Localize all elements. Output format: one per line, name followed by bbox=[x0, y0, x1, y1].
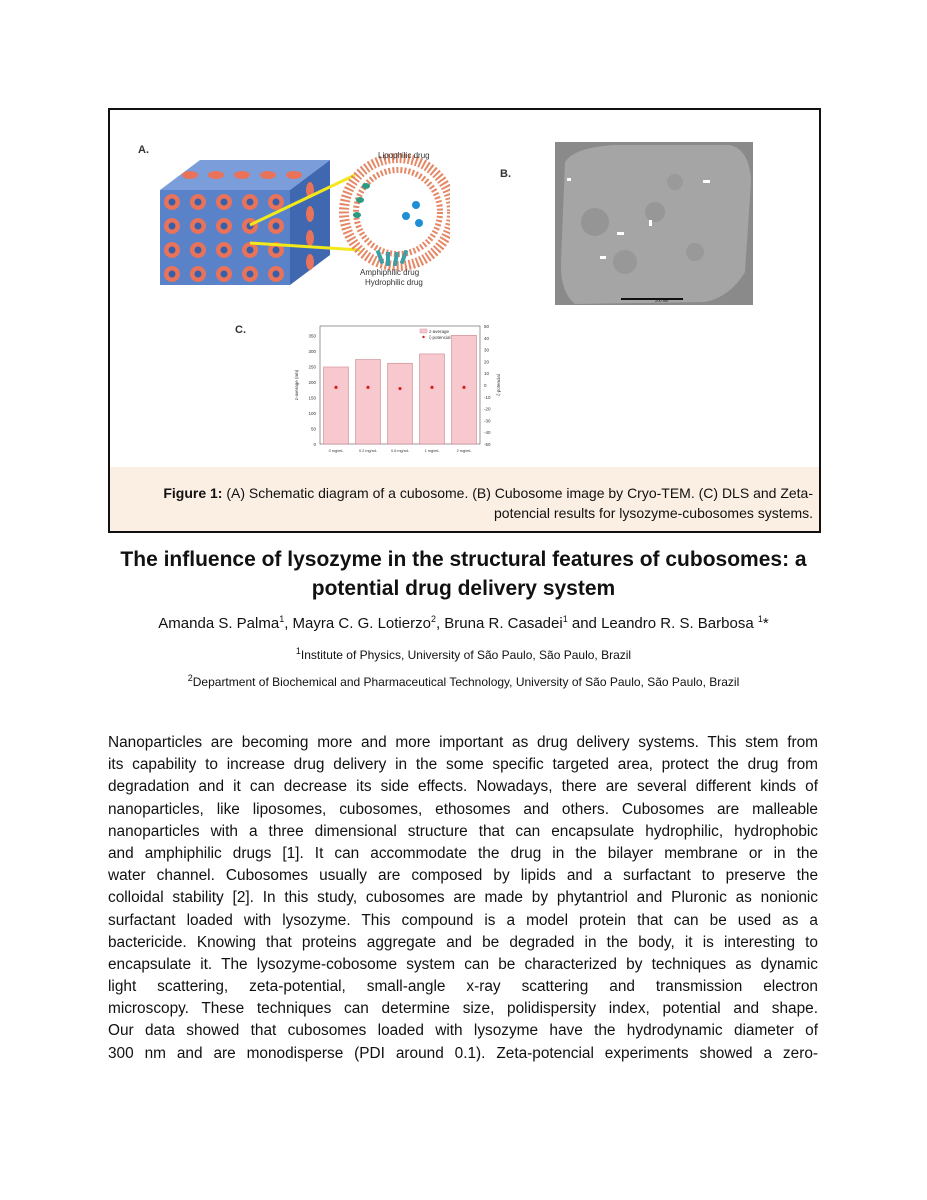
y-tick-label: 300 bbox=[308, 348, 316, 354]
affiliation-text: Department of Biochemical and Pharmaceutical Technology, University of São Paulo, São Paulo, Brazil bbox=[192, 675, 740, 689]
author-affiliation-mark: 1 bbox=[757, 614, 763, 624]
zeta-point bbox=[334, 386, 337, 389]
legend-label: z-average bbox=[429, 329, 450, 334]
y2-tick-label: 10 bbox=[484, 371, 490, 377]
zeta-point bbox=[462, 386, 465, 389]
x-tick-label: 0.2 mg/mL bbox=[359, 449, 377, 453]
y2-axis-label: ζ-potencial bbox=[496, 374, 501, 396]
author-affiliation-mark: 1 bbox=[562, 614, 568, 624]
affiliation-2 bbox=[60, 673, 867, 689]
abstract-line: degradation and it can decrease its side effects. Nowadays, there are several different kinds of bbox=[108, 778, 818, 796]
y2-tick-label: 40 bbox=[484, 335, 490, 341]
zeta-point bbox=[366, 386, 369, 389]
paper-title bbox=[80, 545, 847, 603]
dls-zeta-chart bbox=[270, 316, 510, 458]
panel-c-letter: C. bbox=[235, 324, 246, 336]
affiliation-1 bbox=[60, 646, 867, 662]
x-tick-label: 1 mg/mL bbox=[424, 449, 440, 453]
y-tick-label: 350 bbox=[308, 333, 316, 339]
title-line-2: potential drug delivery system bbox=[311, 577, 616, 600]
y2-tick-label: 0 bbox=[484, 383, 487, 388]
y-tick-label: 250 bbox=[308, 364, 316, 370]
abstract-line: surfactant loaded with lysozyme. This compound is a model protein that can be used as a bbox=[108, 911, 818, 929]
abstract-line: nanoparticles, like liposomes, cubosomes, ethosomes and others. Cubosomes are malleable bbox=[108, 800, 818, 818]
y-axis-label: z-average (nm) bbox=[294, 369, 299, 401]
author-name: and Leandro R. S. Barbosa bbox=[567, 615, 758, 632]
author-affiliation-mark: 2 bbox=[430, 614, 436, 624]
abstract-body bbox=[108, 732, 818, 1065]
x-tick-label: 2 mg/mL bbox=[456, 449, 472, 453]
y2-tick-label: 30 bbox=[484, 347, 490, 353]
abstract-line: nanoparticles with a three dimensional structure that can encapsulate hydrophilic, hydrophobic bbox=[108, 822, 818, 840]
zeta-point bbox=[398, 387, 401, 390]
lipophilic-label: Lipophilic drug bbox=[378, 151, 430, 160]
abstract-line: 300 nm and are monodisperse (PDI around 0.1). Zeta-potencial experiments showed a zero- bbox=[108, 1044, 818, 1062]
y-tick-label: 150 bbox=[308, 395, 316, 401]
affiliation-mark: 2 bbox=[187, 673, 193, 683]
x-tick-label: 0 mg/mL bbox=[328, 449, 344, 453]
abstract-line: colloidal stability [2]. In this study, cubosomes are made by phytantriol and Pluronic as nonionic bbox=[108, 889, 818, 907]
caption-line-2: potencial results for lysozyme-cubosomes systems. bbox=[494, 505, 813, 521]
legend-label: ζ-potencial bbox=[429, 335, 451, 340]
y-tick-label: 50 bbox=[310, 426, 316, 432]
affiliation-mark: 1 bbox=[295, 646, 301, 656]
author-list bbox=[60, 614, 867, 632]
abstract-line: light scattering, zeta-potential, small-angle x-ray scattering and transmission electron bbox=[108, 978, 818, 996]
y2-tick-label: 20 bbox=[484, 359, 490, 365]
abstract-line: encapsulate it. The lysozyme-cobosome system can be characterized by techniques as dynamic bbox=[108, 955, 818, 973]
y2-tick-label: 50 bbox=[484, 324, 490, 329]
scale-bar-label: 200 nm bbox=[655, 298, 669, 303]
corresponding-author-mark: * bbox=[762, 615, 769, 632]
abstract-line: water channel. Cubosomes usually are composed by lipids and a surfactant to preserve the bbox=[108, 867, 818, 885]
title-line-1: The influence of lysozyme in the structural features of cubosomes: a bbox=[120, 548, 807, 571]
caption-band bbox=[110, 467, 819, 531]
bar bbox=[452, 335, 477, 444]
y2-tick-label: -30 bbox=[484, 418, 491, 424]
author-name: , Mayra C. G. Lotierzo bbox=[284, 615, 431, 632]
zeta-point bbox=[430, 386, 433, 389]
author-affiliation-mark: 1 bbox=[279, 614, 285, 624]
abstract-line: Nanoparticles are becoming more and more important as drug delivery systems. This stem from bbox=[108, 734, 818, 751]
figure-1 bbox=[108, 108, 821, 533]
abstract-line: Our data showed that cubosomes loaded with lysozyme have the hydrodynamic diameter of bbox=[108, 1022, 818, 1040]
author-name: , Bruna R. Casadei bbox=[435, 615, 563, 632]
abstract-line: bactericide. Knowing that proteins aggregate and be degraded in the body, it is interesting to bbox=[108, 933, 818, 951]
author-name: Amanda S. Palma bbox=[158, 615, 280, 632]
x-tick-label: 0.6 mg/mL bbox=[391, 449, 409, 453]
abstract-line: microscopy. These techniques can determine size, polidispersity index, potential and shape. bbox=[108, 1000, 818, 1018]
caption-line-1: (A) Schematic diagram of a cubosome. (B) Cubosome image by Cryo-TEM. (C) DLS and Zeta- bbox=[222, 485, 813, 501]
panel-b-letter: B. bbox=[500, 168, 511, 180]
bar bbox=[356, 360, 381, 444]
y2-tick-label: -20 bbox=[484, 406, 491, 412]
legend-swatch-point bbox=[422, 336, 424, 338]
y-tick-label: 200 bbox=[308, 379, 316, 385]
bar bbox=[420, 354, 445, 444]
caption-label: Figure 1: bbox=[163, 485, 223, 501]
legend-swatch-bar bbox=[420, 329, 427, 333]
abstract-line: its capability to increase drug delivery in the some specific targeted area, protect the drug from bbox=[108, 756, 818, 774]
y2-tick-label: -10 bbox=[484, 394, 491, 400]
bar bbox=[388, 363, 413, 444]
y2-tick-label: -50 bbox=[484, 442, 491, 447]
bar bbox=[324, 367, 349, 444]
y-tick-label: 0 bbox=[313, 442, 316, 447]
cubosome-schematic bbox=[160, 150, 450, 285]
panel-a-letter: A. bbox=[138, 144, 149, 156]
hydrophilic-label: Hydrophilic drug bbox=[365, 278, 423, 287]
figure-caption bbox=[132, 483, 813, 523]
abstract-line: and amphiphilic drugs [1]. It can accommodate the drug in the bilayer membrane or in the bbox=[108, 844, 818, 862]
amphiphilic-label: Amphiphilic drug bbox=[360, 268, 420, 277]
y-tick-label: 100 bbox=[308, 410, 316, 416]
cryo-tem-image bbox=[555, 142, 753, 305]
affiliation-text: Institute of Physics, University of São Paulo, São Paulo, Brazil bbox=[300, 648, 632, 662]
y2-tick-label: -40 bbox=[484, 430, 491, 436]
